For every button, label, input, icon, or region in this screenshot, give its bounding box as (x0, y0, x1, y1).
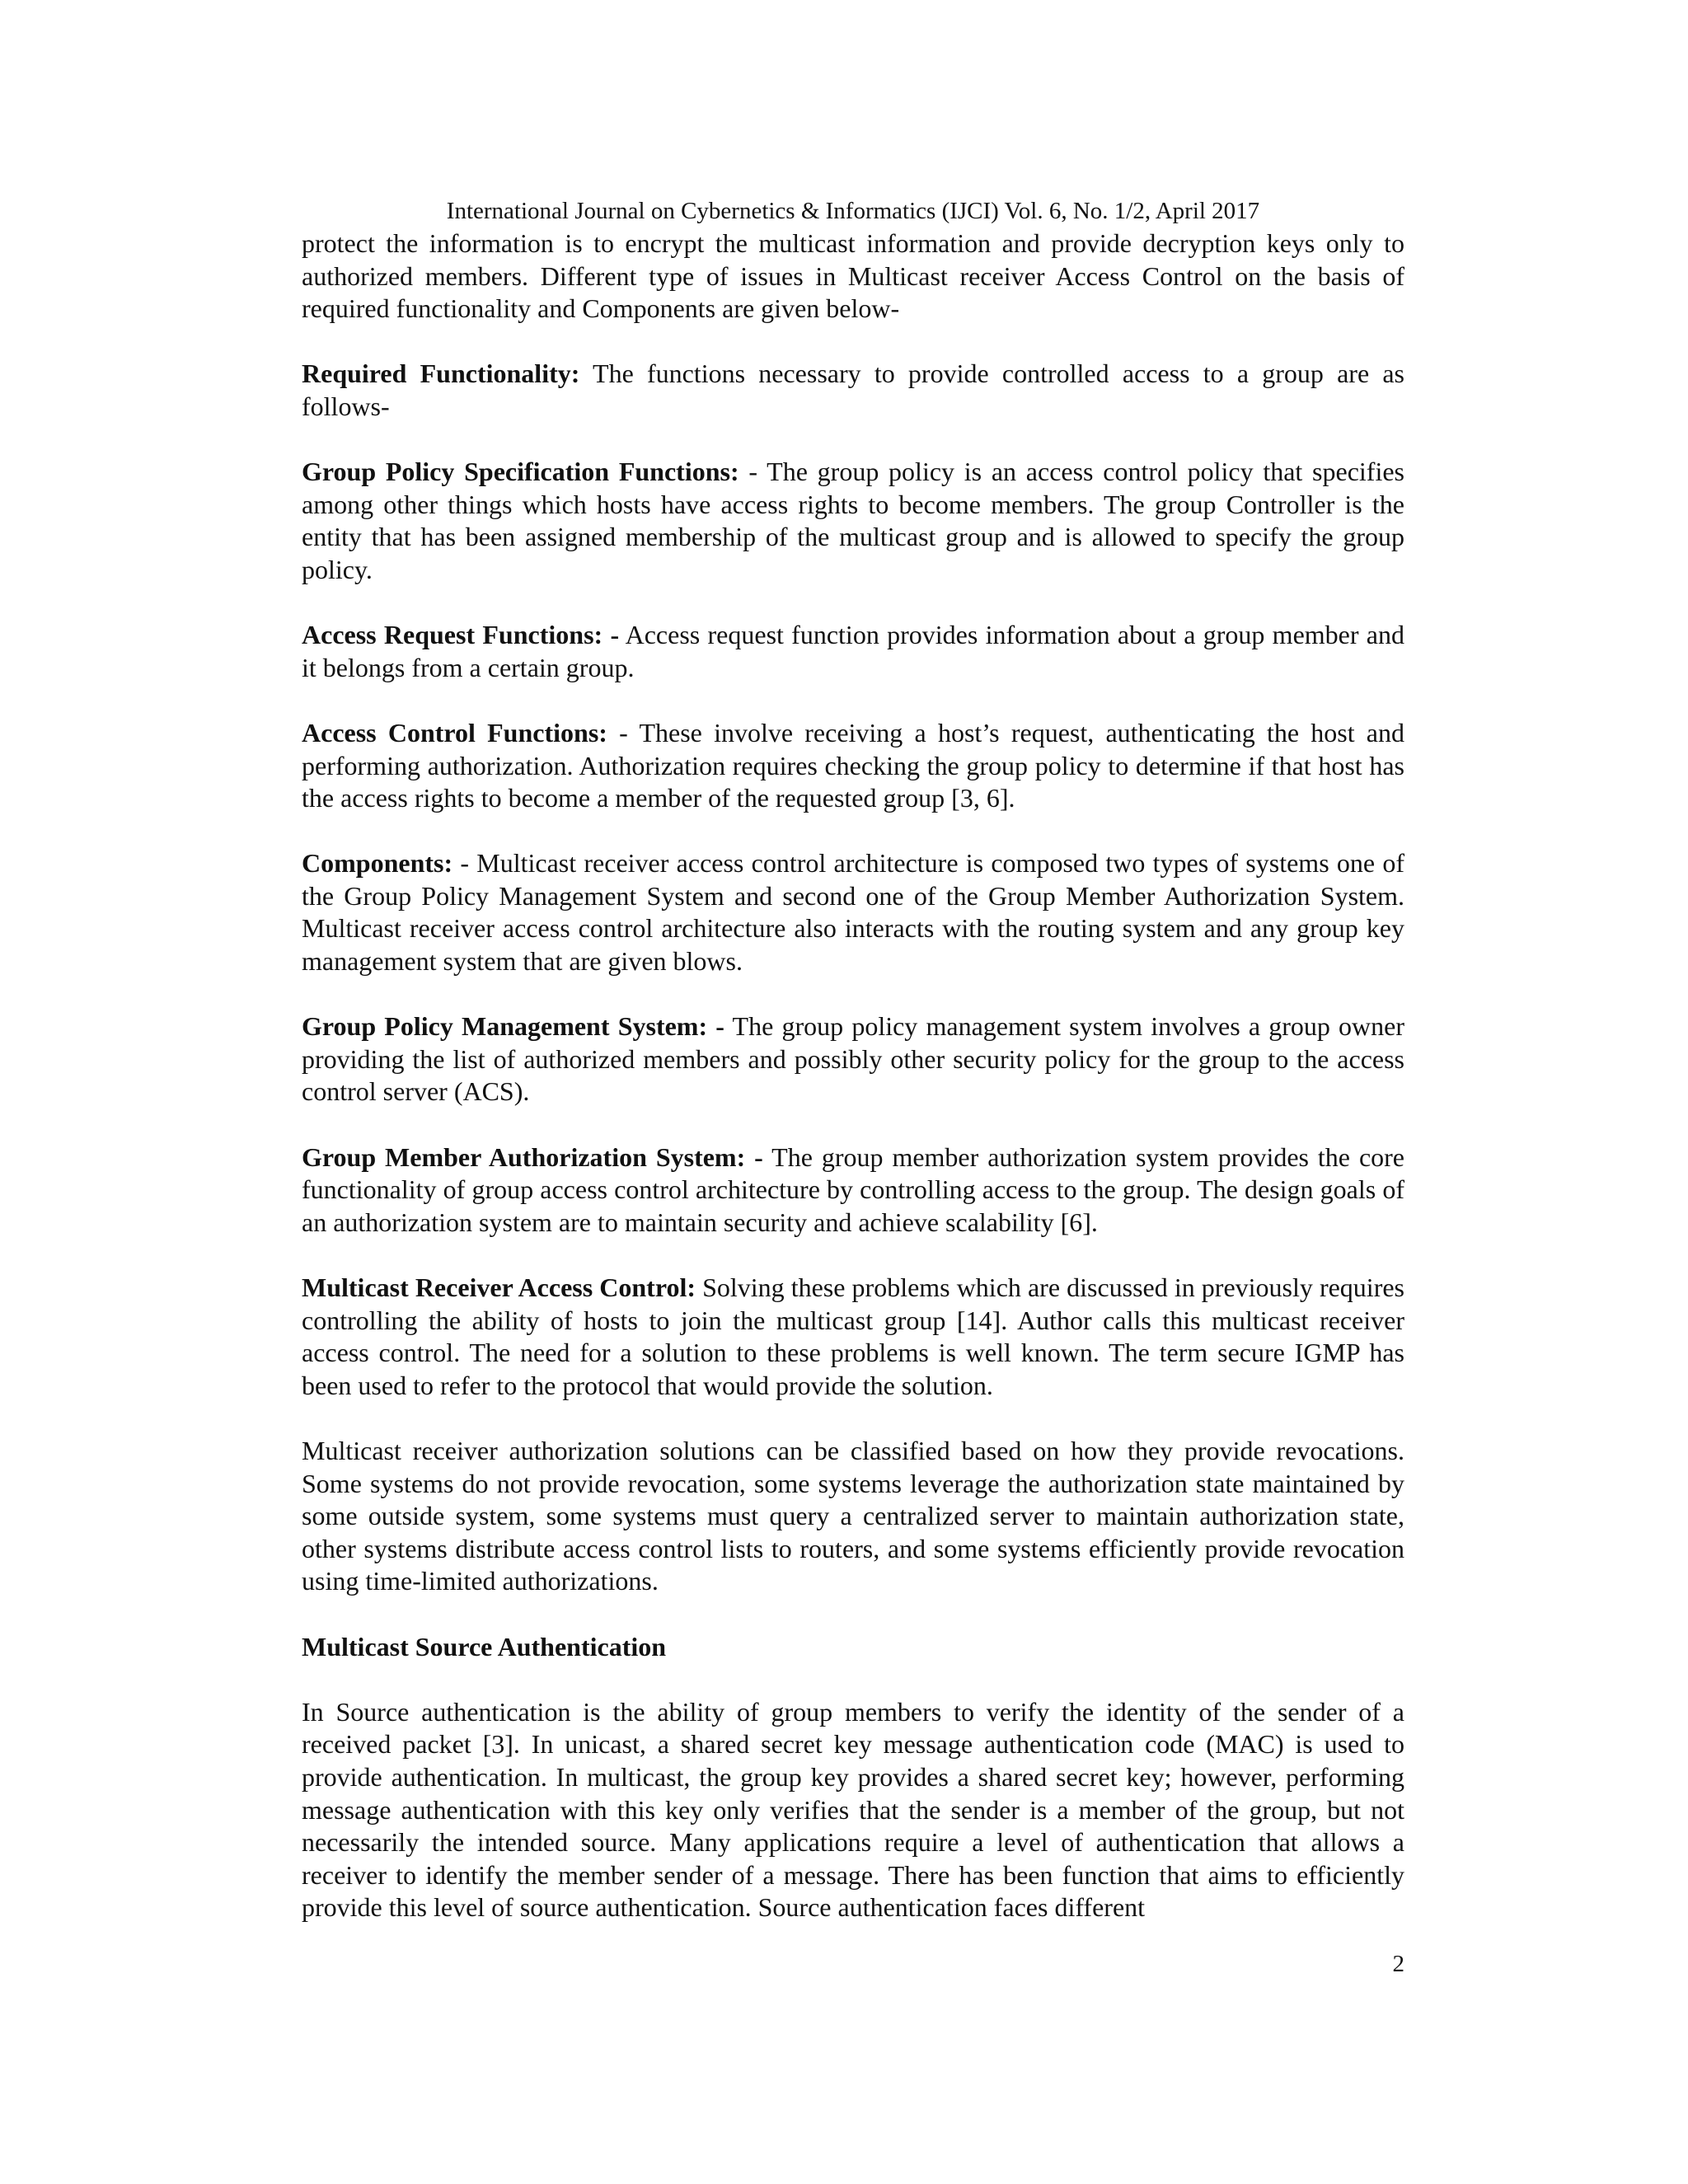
paragraph-label: Required Functionality: (302, 359, 580, 389)
page-number: 2 (1392, 1951, 1404, 1977)
paragraph-label: Multicast Receiver Access Control: (302, 1272, 696, 1302)
paragraph-group-policy-specification: Group Policy Specification Functions: - The group policy is an access control policy that specifies among other things which hosts have access rights to become members. The group Controller is the entity that has been assigned membership of the multicast group and is allowed to specify the group policy. (302, 457, 1404, 584)
paragraph-label: Access Request Functions: - (302, 620, 620, 650)
paragraph-group-member-authorization: Group Member Authorization System: - The group member authorization system provides the core functionality of group access control architecture by controlling access to the group. The design goals of an authorization system are to maintain security and achieve scalability [6]. (302, 1141, 1405, 1237)
paragraph-group-policy-management: Group Policy Management System: - The group policy management system involves a group owner providing the list of authorized members and possibly other security policy for the group to the access control server (ACS). (302, 1011, 1405, 1107)
paragraph-label: Components: (302, 848, 453, 879)
paragraph-authorization-solutions: Multicast receiver authorization solutions can be classified based on how they provide revocations. Some systems do not provide revocation, some systems leverage the authorization state maintained by some outside system, some systems must query a centralized server to maintain authorization state, other systems distribute access control lists to routers, and some systems efficiently provide revocation using time-limited authorizations. (302, 1435, 1404, 1596)
paragraph-access-control: Access Control Functions: - These involve receiving a host’s request, authenticating the host and performing authorization. Authorization requires checking the group policy to determine if that host has the access rights to become a member of the requested group [3, 6]. (302, 717, 1405, 813)
paragraph-multicast-receiver-access-control: Multicast Receiver Access Control: Solving these problems which are discussed in previously requires controlling the ability of hosts to join the multicast group [14]. Author calls this multicast receiver access control. The need for a solution to these problems is well known. The term secure IGMP has been used to refer to the protocol that would provide the solution. (302, 1272, 1405, 1400)
paragraph-label: Group Policy Specification Functions: (302, 457, 739, 487)
body-text (302, 227, 1404, 1957)
running-head: International Journal on Cybernetics & Informatics (IJCI) Vol. 6, No. 1/2, April 2017 (446, 198, 1260, 224)
paragraph-required-functionality: Required Functionality: The functions necessary to provide controlled access to a group are as follows- (302, 359, 1405, 421)
paragraph-label: Group Member Authorization System: - (302, 1141, 763, 1172)
paragraph-source-authentication: In Source authentication is the ability of group members to verify the identity of the sender of a received packet [3]. In unicast, a shared secret key message authentication code (MAC) is used to provide authentication. In multicast, the group key provides a shared secret key; however, performing message authentication with this key only verifies that the sender is a member of the group, but not necessarily the intended source. Many applications require a level of authentication that allows a receiver to identify the member sender of a message. There has been function that aims to efficiently provide this level of source authentication. Source authentication faces different (302, 1696, 1404, 1923)
paragraph-access-request: Access Request Functions: - Access request function provides information about a group member and it belongs from a certain group. (302, 620, 1405, 682)
paragraph-components: Components: - Multicast receiver access control architecture is composed two types of systems one of the Group Policy Management System and second one of the Group Member Authorization System. Multicast receiver access control architecture also interacts with the routing system and any group key management system that are given blows. (302, 848, 1404, 977)
paragraph-label: Group Policy Management System: - (302, 1011, 724, 1042)
paragraph-label: Access Control Functions: (302, 717, 607, 748)
paragraph-intro: protect the information is to encrypt the multicast information and provide decryption keys only to authorized members. Different type of issues in Multicast receiver Access Control on the basis of required functionality and Components are given below- (302, 228, 1404, 324)
section-heading-source-authentication: Multicast Source Authentication (302, 1631, 667, 1661)
